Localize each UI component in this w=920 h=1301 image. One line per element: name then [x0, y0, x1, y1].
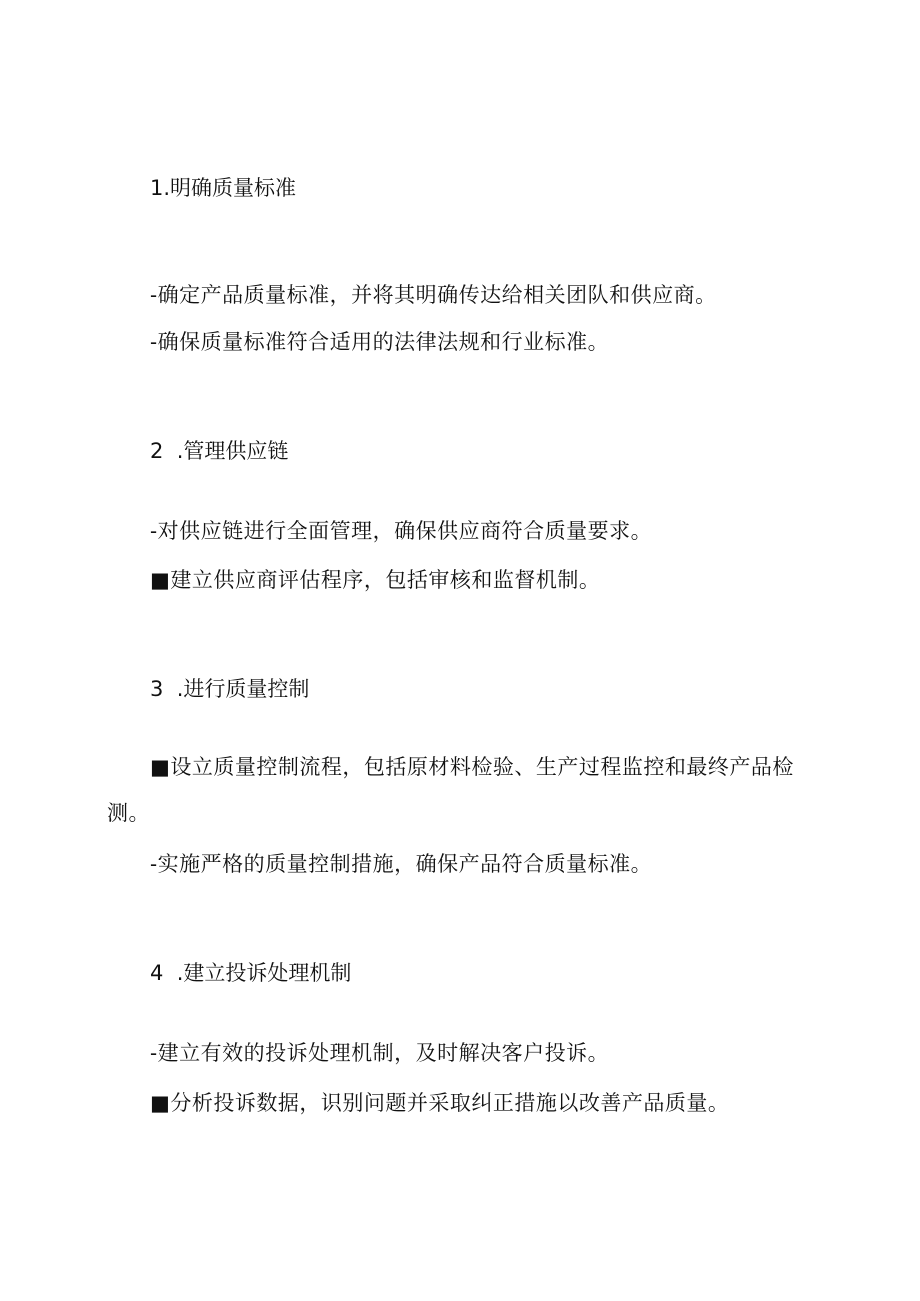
section-2-item-1: -对供应链进行全面管理，确保供应商符合质量要求。: [150, 519, 653, 543]
section-4-item-2: ■分析投诉数据，识别问题并采取纠正措施以改善产品质量。: [150, 1091, 730, 1115]
section-4-heading: 4 .建立投诉处理机制: [150, 961, 352, 985]
section-2-item-2: ■建立供应商评估程序，包括审核和监督机制。: [150, 568, 601, 592]
section-1-heading: 1.明确质量标准: [150, 176, 297, 200]
section-3-item-1: ■设立质量控制流程，包括原材料检验、生产过程监控和最终产品检测。: [107, 755, 794, 825]
section-3-item-2: -实施严格的质量控制措施，确保产品符合质量标准。: [150, 852, 653, 876]
section-3-heading: 3 .进行质量控制: [150, 677, 310, 701]
section-2-heading: 2 .管理供应链: [150, 439, 289, 463]
section-1-item-1: -确定产品质量标准，并将其明确传达给相关团队和供应商。: [150, 283, 717, 307]
section-1-item-2: -确保质量标准符合适用的法律法规和行业标准。: [150, 330, 610, 354]
section-4-item-1: -建立有效的投诉处理机制，及时解决客户投诉。: [150, 1041, 610, 1065]
